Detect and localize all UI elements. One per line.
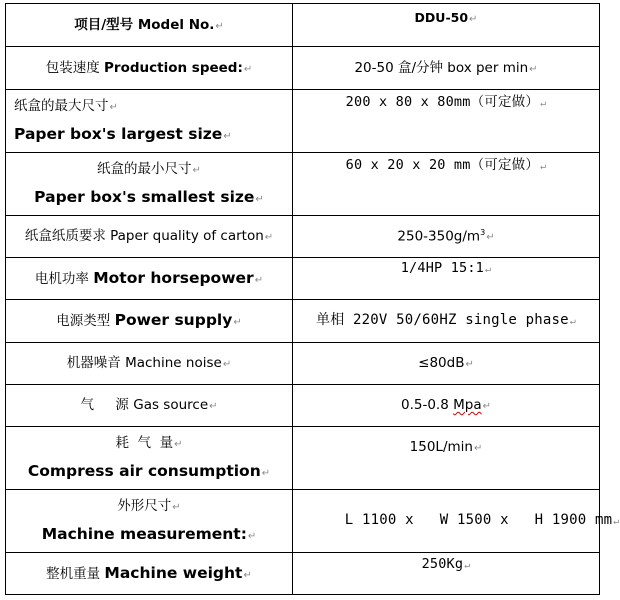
spec-value: 250Kg [421, 556, 464, 572]
paragraph-mark-icon: ↵ [247, 530, 257, 542]
spec-label-cn: 电机功率 [34, 270, 89, 287]
paragraph-mark-icon: ↵ [174, 438, 183, 450]
table-row [6, 90, 600, 153]
table-row [6, 258, 600, 300]
paragraph-mark-icon: ↵ [209, 401, 218, 413]
paragraph-mark-icon: ↵ [569, 316, 576, 328]
spec-label-en: Machine weight [104, 563, 243, 582]
spec-value-cell [293, 153, 600, 216]
spec-label-cn: 气 源 [80, 397, 129, 414]
spec-label-cn: 外形尺寸↵ [117, 497, 181, 514]
spec-value-cell [293, 385, 600, 427]
spec-value: L 1100 x W 1500 x H 1900 mm [344, 511, 613, 528]
spec-value: ≤80dB [418, 355, 465, 372]
table-row [6, 553, 600, 595]
spec-value-cell [293, 216, 600, 258]
paragraph-mark-icon: ↵ [261, 467, 271, 479]
spec-label-cn: 纸盒的最大尺寸↵ [14, 97, 118, 114]
spec-value: 250-350g/m [397, 228, 481, 245]
paragraph-mark-icon: ↵ [540, 98, 547, 109]
spec-label-en: Production speed: [104, 59, 243, 76]
spec-label-cn: 包装速度 [45, 59, 100, 76]
paragraph-mark-icon: ↵ [529, 63, 538, 75]
paragraph-mark-icon: ↵ [485, 264, 492, 275]
spec-value-cell [293, 47, 600, 90]
spec-label-cell [6, 216, 293, 258]
spec-value-cell [293, 343, 600, 385]
spec-label-cell [6, 258, 293, 300]
paragraph-mark-icon: ↵ [222, 359, 232, 371]
spec-label-cell [6, 47, 293, 90]
spec-label-cell [6, 4, 293, 47]
spec-label-en: Paper box's smallest size↵ [34, 187, 264, 206]
paragraph-mark-icon: ↵ [243, 63, 253, 75]
spec-label-cell [6, 553, 293, 595]
paragraph-mark-icon: ↵ [482, 401, 491, 413]
table-row [6, 300, 600, 343]
spec-value-cell [293, 427, 600, 490]
spec-label-en: Paper box's largest size↵ [14, 124, 232, 143]
paragraph-mark-icon: ↵ [255, 193, 264, 205]
spec-label-cell [6, 153, 293, 216]
spec-value: 1/4HP 15:1 [400, 260, 485, 276]
spec-value: 150L/min [409, 439, 473, 455]
paragraph-mark-icon: ↵ [254, 274, 264, 286]
spec-value: 单相 220V 50/60HZ single phase [316, 312, 569, 329]
spec-value: 200 x 80 x 80mm（可定做） [345, 94, 540, 110]
paragraph-mark-icon: ↵ [540, 161, 547, 172]
paragraph-mark-icon: ↵ [243, 569, 252, 581]
table-row [6, 216, 600, 258]
table-row [6, 427, 600, 490]
table-row [6, 153, 600, 216]
paragraph-mark-icon: ↵ [486, 232, 495, 244]
table-row [6, 47, 600, 90]
spec-value-cell [293, 300, 600, 343]
spec-label-cn: 耗 气 量↵ [115, 434, 183, 451]
spec-label-en: Paper quality of carton [110, 228, 264, 245]
spec-label-cell [6, 385, 293, 427]
spec-value: 60 x 20 x 20 mm（可定做） [345, 157, 540, 173]
spec-label-cell [6, 90, 293, 153]
spec-label-en: Power supply [114, 311, 233, 330]
spec-label-cn: 整机重量 [46, 565, 101, 582]
spec-label-cell [6, 343, 293, 385]
paragraph-mark-icon: ↵ [172, 501, 181, 513]
paragraph-mark-icon: ↵ [464, 560, 471, 571]
paragraph-mark-icon: ↵ [264, 232, 274, 244]
spec-label-cn: 机器噪音 [66, 355, 121, 372]
paragraph-mark-icon: ↵ [233, 317, 242, 329]
table-row [6, 4, 600, 47]
paragraph-mark-icon: ↵ [223, 130, 232, 142]
spec-table [5, 3, 620, 595]
spec-value: DDU-50 [414, 10, 469, 25]
paragraph-mark-icon: ↵ [465, 359, 474, 371]
spec-label-cell [6, 490, 293, 553]
spec-label-cell [6, 300, 293, 343]
paragraph-mark-icon: ↵ [473, 443, 483, 454]
spec-label-en: Machine measurement:↵ [41, 524, 257, 543]
spec-label-cell [6, 427, 293, 490]
paragraph-mark-icon: ↵ [109, 101, 118, 113]
table-row [6, 490, 600, 553]
spec-value: 20-50 盒/分钟 box per min [354, 59, 529, 76]
spec-value: 0.5-0.8 [401, 397, 454, 414]
paragraph-mark-icon: ↵ [215, 20, 224, 32]
spec-label-en: Machine noise [125, 355, 222, 372]
paragraph-mark-icon: ↵ [469, 14, 478, 25]
spec-label-en: Model No. [137, 16, 215, 33]
spec-label-en: Compress air consumption↵ [27, 461, 271, 480]
table-row [6, 385, 600, 427]
spec-label-cn: 纸盒的最小尺寸↵ [97, 160, 201, 177]
paragraph-mark-icon: ↵ [613, 515, 620, 527]
spec-value-superscript: 3 [480, 227, 486, 237]
spec-label-en: Motor horsepower [93, 268, 254, 287]
spec-value-cell [293, 258, 600, 300]
spec-value-cell [293, 4, 600, 47]
spec-label-en: Gas source [133, 397, 209, 414]
spec-value-cell [293, 490, 620, 553]
paragraph-mark-icon: ↵ [192, 164, 201, 176]
spec-label-cn: 电源类型 [56, 313, 111, 330]
spec-label-cn: 项目/型号 [74, 16, 134, 33]
spec-value-unit: Mpa [453, 397, 482, 414]
table-row [6, 343, 600, 385]
spec-value-cell [293, 553, 600, 595]
spec-value-cell [293, 90, 600, 153]
spec-label-cn: 纸盒纸质要求 [24, 228, 106, 245]
